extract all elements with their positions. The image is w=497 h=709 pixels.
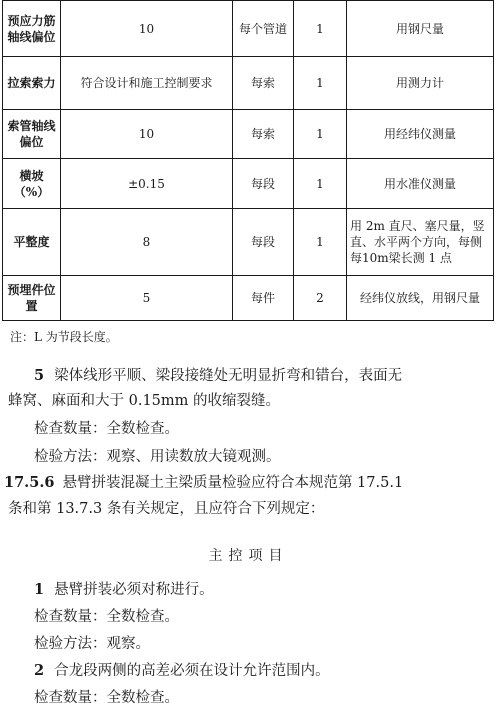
item2-number: 2 [34,662,45,679]
table-row [3,1,494,57]
table-cell-item: 预应力筋轴线偏位 [3,1,61,57]
table-cell-item: 拉索索力 [3,57,61,110]
table-cell-scope: 每段 [233,159,294,209]
item2-text: 合龙段两侧的高差必须在设计允许范围内。 [54,663,330,679]
table-cell-method: 用经纬仪测量 [347,110,494,159]
table-cell-count: 1 [294,159,347,209]
table-cell-method: 用水准仪测量 [347,159,494,209]
table-cell-count: 1 [294,110,347,159]
table-note: 注：L 为节段长度。 [10,330,118,344]
table-cell-scope: 每索 [233,110,294,159]
table-row [3,209,494,276]
table-cell-value: 10 [61,1,233,57]
table-cell-item: 横坡（%） [3,159,61,209]
table-cell-method: 用 2m 直尺、塞尺量，竖直、水平两个方向，每侧每10m梁长测 1 点 [347,209,494,276]
table-cell-item: 预埋件位置 [3,276,61,321]
item2-inspection-quantity: 检查数量：全数检查。 [34,690,179,706]
table-cell-count: 1 [294,57,347,110]
table-cell-item: 索管轴线偏位 [3,110,61,159]
table-cell-count: 1 [294,1,347,57]
table-row [3,110,494,159]
table-cell-count: 1 [294,209,347,276]
item5-number: 5 [34,367,45,384]
table-cell-value: 10 [61,110,233,159]
inspection-table [2,0,494,321]
item1-inspection-method: 检验方法：观察。 [34,636,150,652]
item1-inspection-quantity: 检查数量：全数检查。 [34,609,179,625]
table-cell-scope: 每件 [233,276,294,321]
table-row [3,57,494,110]
table-cell-count: 2 [294,276,347,321]
item5-line2: 蜂窝、麻面和大于 0.15mm 的收缩裂缝。 [8,393,281,409]
item5-inspection-method: 检验方法：观察、用读数放大镜观测。 [34,449,281,465]
table-cell-value: 8 [61,209,233,276]
clause-17-5-6 [4,473,403,493]
clause-line1: 悬臂拼装混凝土主梁质量检验应符合本规范第 17.5.1 [62,475,404,491]
table-cell-method: 用钢尺量 [347,1,494,57]
item2-paragraph [34,661,330,681]
item1-paragraph [34,580,214,600]
table-cell-method: 经纬仪放线，用钢尺量 [347,276,494,321]
table-cell-value: 符合设计和施工控制要求 [61,57,233,110]
table-cell-value: 5 [61,276,233,321]
table-cell-method: 用测力计 [347,57,494,110]
item5-line1: 梁体线形平顺、梁段接缝处无明显折弯和错台，表面无 [54,368,403,384]
clause-number: 17.5.6 [4,474,55,491]
item5-inspection-quantity: 检查数量：全数检查。 [34,421,179,437]
table-cell-scope: 每段 [233,209,294,276]
table-cell-value: ±0.15 [61,159,233,209]
section-heading: 主控项目 [208,548,289,564]
table-row [3,276,494,321]
table-cell-scope: 每索 [233,57,294,110]
item1-text: 悬臂拼装必须对称进行。 [54,582,214,598]
item5-paragraph [34,366,402,386]
clause-line2: 条和第 13.7.3 条有关规定，且应符合下列规定： [8,501,325,517]
table-cell-scope: 每个管道 [233,1,294,57]
table-row [3,159,494,209]
table-cell-item: 平整度 [3,209,61,276]
item1-number: 1 [34,581,45,598]
